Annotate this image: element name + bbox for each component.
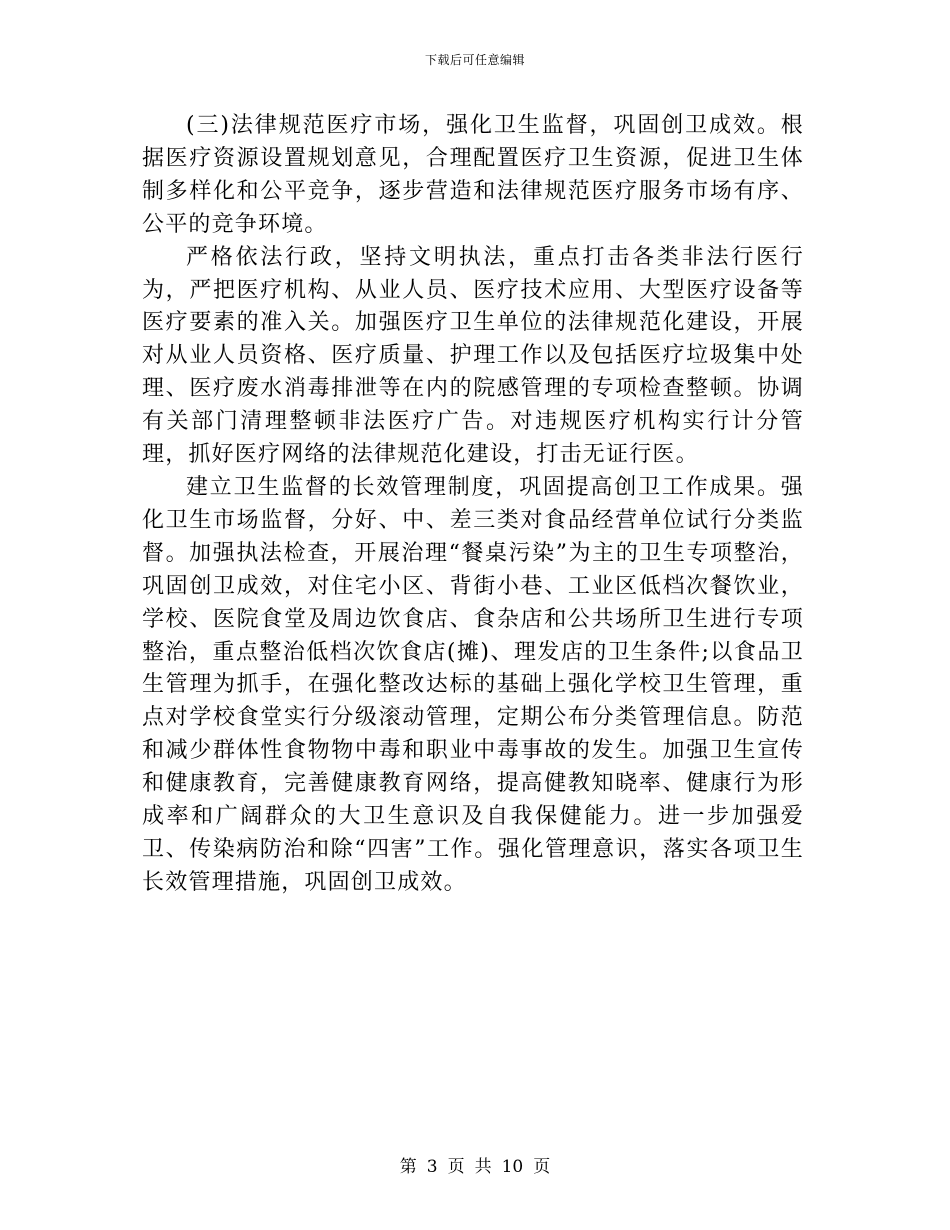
footer-word-total: 共 [474, 1157, 492, 1177]
paragraph-1: (三)法律规范医疗市场，强化卫生监督，巩固创卫成效。根据医疗资源设置规划意见，合理配置医疗卫生资源，促进卫生体制多样化和公平竞争，逐步营造和法律规范医疗服务市场有序、公平的竞争环境。 [142, 113, 804, 237]
paragraph-2: 严格依法行政，坚持文明执法，重点打击各类非法行医行为，严把医疗机构、从业人员、医疗技术应用、大型医疗设备等医疗要素的准入关。加强医疗卫生单位的法律规范化建设，开展对从业人员资格、医疗质量、护理工作以及包括医疗垃圾集中处理、医疗废水消毒排泄等在内的院感管理的专项检查整顿。协调有关部门清理整顿非法医疗广告。对违规医疗机构实行计分管理，抓好医疗网络的法律规范化建设，打击无证行医。 [142, 244, 804, 468]
page-header: 下载后可任意编辑 [424, 53, 525, 67]
page-footer [0, 1156, 950, 1178]
document-body [142, 110, 804, 900]
paragraph-3: 建立卫生监督的长效管理制度，巩固提高创卫工作成果。强化卫生市场监督，分好、中、差三类对食品经营单位试行分类监督。加强执法检查，开展治理“餐桌污染”为主的卫生专项整治，巩固创卫成效，对住宅小区、背街小巷、工业区低档次餐饮业，学校、医院食堂及周边饮食店、食杂店和公共场所卫生进行专项整治，重点整治低档次饮食店(摊)、理发店的卫生条件;以食品卫生管理为抓手，在强化整改达标的基础上强化学校卫生管理，重点对学校食堂实行分级滚动管理，定期公布分类管理信息。防范和减少群体性食物物中毒和职业中毒事故的发生。加强卫生宣传和健康教育，完善健康教育网络，提高健教知晓率、健康行为形成率和广阔群众的大卫生意识及自我保健能力。进一步加强爱卫、传染病防治和除“四害”工作。强化管理意识，落实各项卫生长效管理措施，巩固创卫成效。 [142, 474, 804, 895]
footer-word-page-unit: 页 [447, 1157, 465, 1177]
footer-word-page: 第 [399, 1157, 417, 1177]
current-page-number: 3 [426, 1157, 438, 1177]
total-pages-number: 10 [501, 1157, 524, 1177]
footer-word-page-unit-2: 页 [533, 1157, 551, 1177]
